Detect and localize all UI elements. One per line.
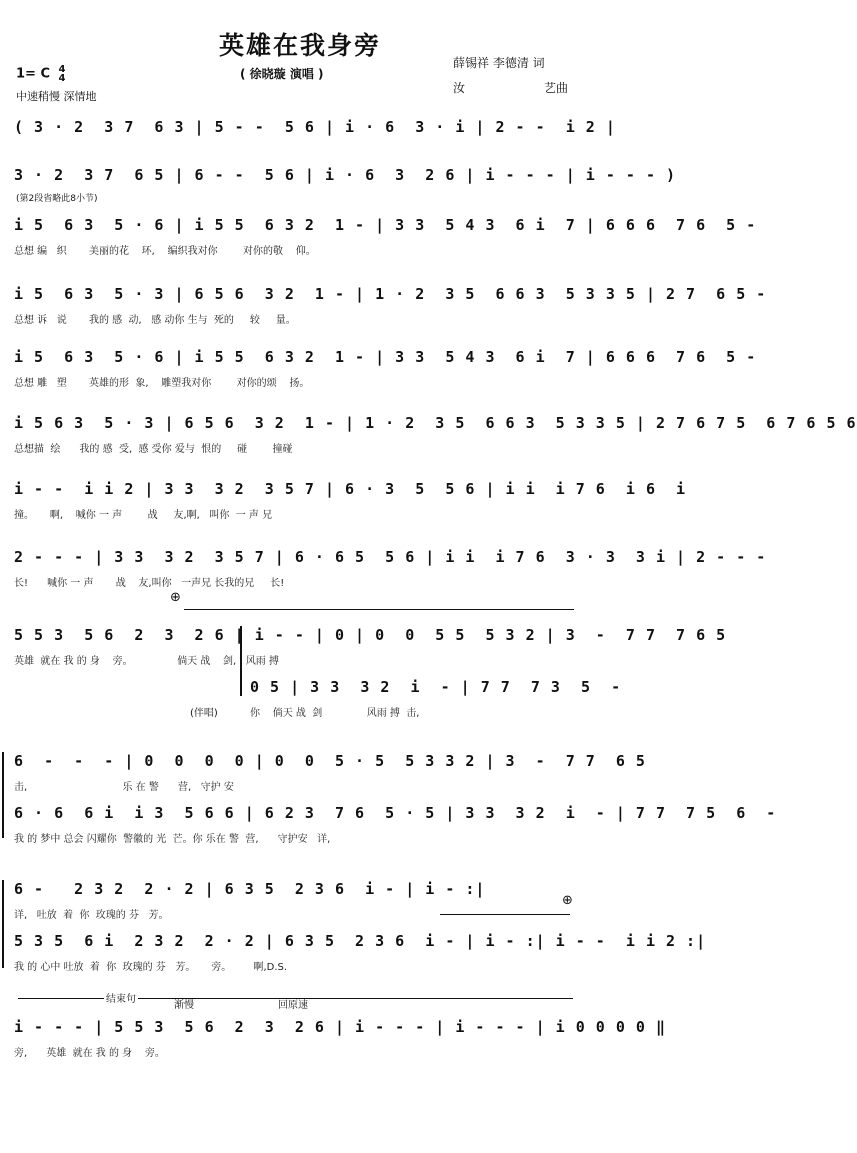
coda-symbol: ⊕ xyxy=(562,893,573,908)
notation-line: i 5 6 3 5 · 3 | 6 5 6 3 2 1 - | 1 · 2 3 5 6 6 3 5 3 3 5 | 2 7 6 5 - xyxy=(14,285,767,303)
lyric-line: 我 的 梦中 总会 闪耀你 警徽的 光 芒。你 乐在 警 营, 守护安 详, xyxy=(14,834,331,845)
notation-line: ( 3 · 2 3 7 6 3 | 5 - - 5 6 | i · 6 3 · i | 2 - - i 2 | xyxy=(14,118,616,136)
lyric-line: 撞。 啊, 喊你 一 声 战 友,啊, 叫你 一 声 兄 xyxy=(14,510,273,521)
slowing-label: 渐慢 xyxy=(174,1000,194,1011)
lyric-line: 英雄 就在 我 的 身 旁。 倘天 战 剑, 风雨 搏 xyxy=(14,656,279,667)
notation-line: i - - - | 5 5 3 5 6 2 3 2 6 | i - - - | i - - - | i 0 0 0 0 ‖ xyxy=(14,1018,666,1036)
composer-credit xyxy=(453,79,568,96)
key-label: 1= C xyxy=(16,66,51,82)
system-bracket xyxy=(2,752,4,838)
key-signature xyxy=(16,65,66,83)
singer-credit: ( 徐晓璇 演唱 ) xyxy=(240,67,324,81)
harmony-label: (伴唱) xyxy=(190,708,218,719)
lyric-line: 总想 诉 说 我的 感 动, 感 动你 生与 死的 较 量。 xyxy=(14,315,296,326)
lyric-line: 旁, 英雄 就在 我 的 身 旁。 xyxy=(14,1048,165,1059)
lyric-line: 总想 编 织 美丽的花 环, 编织我对你 对你的敬 仰。 xyxy=(14,246,316,257)
skip-note: (第2段省略此8小节) xyxy=(16,194,98,204)
tempo-return-label: 回原速 xyxy=(278,1000,308,1011)
notation-line: 6 - 2 3 2 2 · 2 | 6 3 5 2 3 6 i - | i - :| xyxy=(14,880,486,898)
composer-first: 汝 xyxy=(453,81,466,95)
system-bracket xyxy=(2,880,4,968)
notation-line: 6 · 6 6 i i 3 5 6 6 | 6 2 3 7 6 5 · 5 | 3 3 3 2 i - | 7 7 7 5 6 - xyxy=(14,804,777,822)
coda-symbol: ⊕ xyxy=(170,590,181,605)
song-title: 英雄在我身旁 xyxy=(218,31,381,60)
notation-line: 2 - - - | 3 3 3 2 3 5 7 | 6 · 6 5 5 6 | i i i 7 6 3 · 3 3 i | 2 - - - xyxy=(14,548,767,566)
lyric-line: 你 倘天 战 剑 风雨 搏 击, xyxy=(250,708,420,719)
ending-label: 结束句 xyxy=(104,990,138,1005)
lyric-line: 总想 雕 塑 英雄的形 象, 雕塑我对你 对你的颂 扬。 xyxy=(14,378,310,389)
lyric-line: 我 的 心中 吐放 着 你 玫瑰的 芬 芳。 旁。 啊,D.S. xyxy=(14,962,288,973)
lyric-line: 长! 喊你 一 声 战 友,叫你 一声兄 长我的兄 长! xyxy=(14,578,285,589)
notation-line: i 5 6 3 5 · 6 | i 5 5 6 3 2 1 - | 3 3 5 4 3 6 i 7 | 6 6 6 7 6 5 - xyxy=(14,216,757,234)
time-signature xyxy=(59,65,66,83)
system-bracket xyxy=(240,626,242,696)
lyric-line: 击, 乐 在 警 营, 守护 安 xyxy=(14,782,234,793)
lyric-line: 详, 吐放 着 你 玫瑰的 芬 芳。 xyxy=(14,910,169,921)
notation-line: 5 3 5 6 i 2 3 2 2 · 2 | 6 3 5 2 3 6 i - | i - :| i - - i i 2 :| xyxy=(14,932,707,950)
notation-line: 5 5 3 5 6 2 3 2 6 | i - - | 0 | 0 0 5 5 5 3 2 | 3 - 7 7 7 6 5 xyxy=(14,626,727,644)
tempo-marking: 中速稍慢 深情地 xyxy=(16,90,97,103)
lyric-line: 总想描 绘 我的 感 受, 感 受你 爱与 恨的 碰 撞碰 xyxy=(14,444,293,455)
notation-line: i 5 6 3 5 · 6 | i 5 5 6 3 2 1 - | 3 3 5 4 3 6 i 7 | 6 6 6 7 6 5 - xyxy=(14,348,757,366)
notation-line: i - - i i 2 | 3 3 3 2 3 5 7 | 6 · 3 5 5 6 | i i i 7 6 i 6 i xyxy=(14,480,687,498)
notation-line: 6 - - - | 0 0 0 0 | 0 0 5 · 5 5 3 3 2 | 3 - 7 7 6 5 xyxy=(14,752,646,770)
notation-line: 3 · 2 3 7 6 5 | 6 - - 5 6 | i · 6 3 2 6 | i - - - | i - - - ) xyxy=(14,166,677,184)
meter-bottom: 4 xyxy=(58,73,66,84)
meter-top: 4 xyxy=(58,64,66,75)
notation-line: i 5 6 3 5 · 3 | 6 5 6 3 2 1 - | 1 · 2 3 5 6 6 3 5 3 3 5 | 2 7 6 7 5 6 7 6 5 6 xyxy=(14,414,857,432)
lyricist-credit: 薛锡祥 李德清 词 xyxy=(453,56,545,70)
notation-line: 0 5 | 3 3 3 2 i - | 7 7 7 3 5 - xyxy=(250,678,622,696)
volta-line xyxy=(184,609,574,610)
composer-second: 艺曲 xyxy=(543,81,568,95)
